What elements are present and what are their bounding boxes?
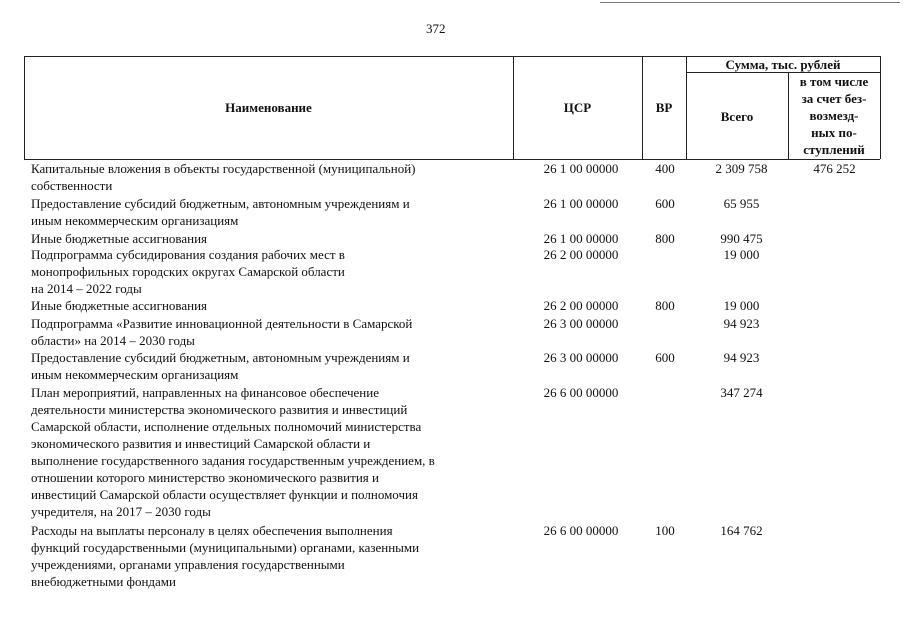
row-name-line: отношении которого министерство экономического развития и xyxy=(31,470,379,485)
row-name-line: Капитальные вложения в объекты государственной (муниципальной) xyxy=(31,161,416,176)
row-name-line: Самарской области, исполнение отдельных полномочий министерства xyxy=(31,419,422,434)
row-total: 164 762 xyxy=(720,523,763,538)
row-csr: 26 6 00 00000 xyxy=(543,523,619,538)
page-number: 372 xyxy=(426,21,446,36)
header-sum: Сумма, тыс. рублей xyxy=(725,57,841,72)
row-total: 94 923 xyxy=(723,316,760,331)
row-total: 990 475 xyxy=(720,231,763,246)
row-vr: 600 xyxy=(655,350,675,365)
row-name-line: План мероприятий, направленных на финансовое обеспечение xyxy=(31,385,379,400)
row-vr: 400 xyxy=(655,161,675,176)
row-name-line: области» на 2014 – 2030 годы xyxy=(31,333,195,348)
header-incl-line-3: возмезд- xyxy=(809,108,859,123)
row-name-line: Предоставление субсидий бюджетным, автономным учреждениям и xyxy=(31,196,410,211)
row-name-line: учреждениями, органами управления государственными xyxy=(31,557,345,572)
top-rule xyxy=(600,2,900,3)
row-name-line: деятельности министерства экономического развития и инвестиций xyxy=(31,402,408,417)
row-vr: 100 xyxy=(655,523,675,538)
row-csr: 26 3 00 00000 xyxy=(543,350,619,365)
row-name-line: монопрофильных городских округах Самарской области xyxy=(31,264,345,279)
row-name-line: Иные бюджетные ассигнования xyxy=(31,298,208,313)
row-total: 2 309 758 xyxy=(715,161,768,176)
row-name-line: экономического развития и инвестиций Самарской области и xyxy=(31,436,371,451)
row-name-line: функций государственными (муниципальными) органами, казенными xyxy=(31,540,420,555)
row-name-line: выполнение государственного задания государственным учреждением, в xyxy=(31,453,435,468)
row-csr: 26 1 00 00000 xyxy=(543,161,619,176)
row-name-line: Иные бюджетные ассигнования xyxy=(31,231,208,246)
row-name-line: на 2014 – 2022 годы xyxy=(31,281,142,296)
header-total: Всего xyxy=(720,109,754,124)
row-csr: 26 3 00 00000 xyxy=(543,316,619,331)
row-csr: 26 6 00 00000 xyxy=(543,385,619,400)
row-name-line: иным некоммерческим организациям xyxy=(31,367,239,382)
header-csr: ЦСР xyxy=(563,100,592,115)
row-name-line: учредителя, на 2017 – 2030 годы xyxy=(31,504,211,519)
row-csr: 26 1 00 00000 xyxy=(543,231,619,246)
header-name: Наименование xyxy=(225,100,312,115)
row-name-line: инвестиций Самарской области осуществляет функции и полномочия xyxy=(31,487,418,502)
header-vr: ВР xyxy=(655,100,673,115)
header-incl-line-4: ных по- xyxy=(811,125,857,140)
row-total: 19 000 xyxy=(723,298,760,313)
row-csr: 26 2 00 00000 xyxy=(543,247,619,262)
row-name-line: Предоставление субсидий бюджетным, автономным учреждениям и xyxy=(31,350,410,365)
header-incl-line-2: за счет без- xyxy=(801,91,867,106)
header-incl-line-5: ступлений xyxy=(803,142,865,157)
row-total: 19 000 xyxy=(723,247,760,262)
row-name-line: Расходы на выплаты персоналу в целях обеспечения выполнения xyxy=(31,523,393,538)
row-vr: 800 xyxy=(655,231,675,246)
header-incl-line-1: в том числе xyxy=(799,74,869,89)
row-csr: 26 1 00 00000 xyxy=(543,196,619,211)
row-name-line: иным некоммерческим организациям xyxy=(31,213,239,228)
row-total: 94 923 xyxy=(723,350,760,365)
row-vr: 600 xyxy=(655,196,675,211)
row-vr: 800 xyxy=(655,298,675,313)
row-name-line: Подпрограмма субсидирования создания рабочих мест в xyxy=(31,247,345,262)
header-right-border xyxy=(880,56,881,159)
row-bez: 476 252 xyxy=(813,161,856,176)
row-total: 347 274 xyxy=(720,385,763,400)
row-name-line: Подпрограмма «Развитие инновационной деятельности в Самарской xyxy=(31,316,413,331)
row-name-line: собственности xyxy=(31,178,113,193)
row-name-line: внебюджетными фондами xyxy=(31,574,176,589)
row-csr: 26 2 00 00000 xyxy=(543,298,619,313)
row-total: 65 955 xyxy=(723,196,760,211)
